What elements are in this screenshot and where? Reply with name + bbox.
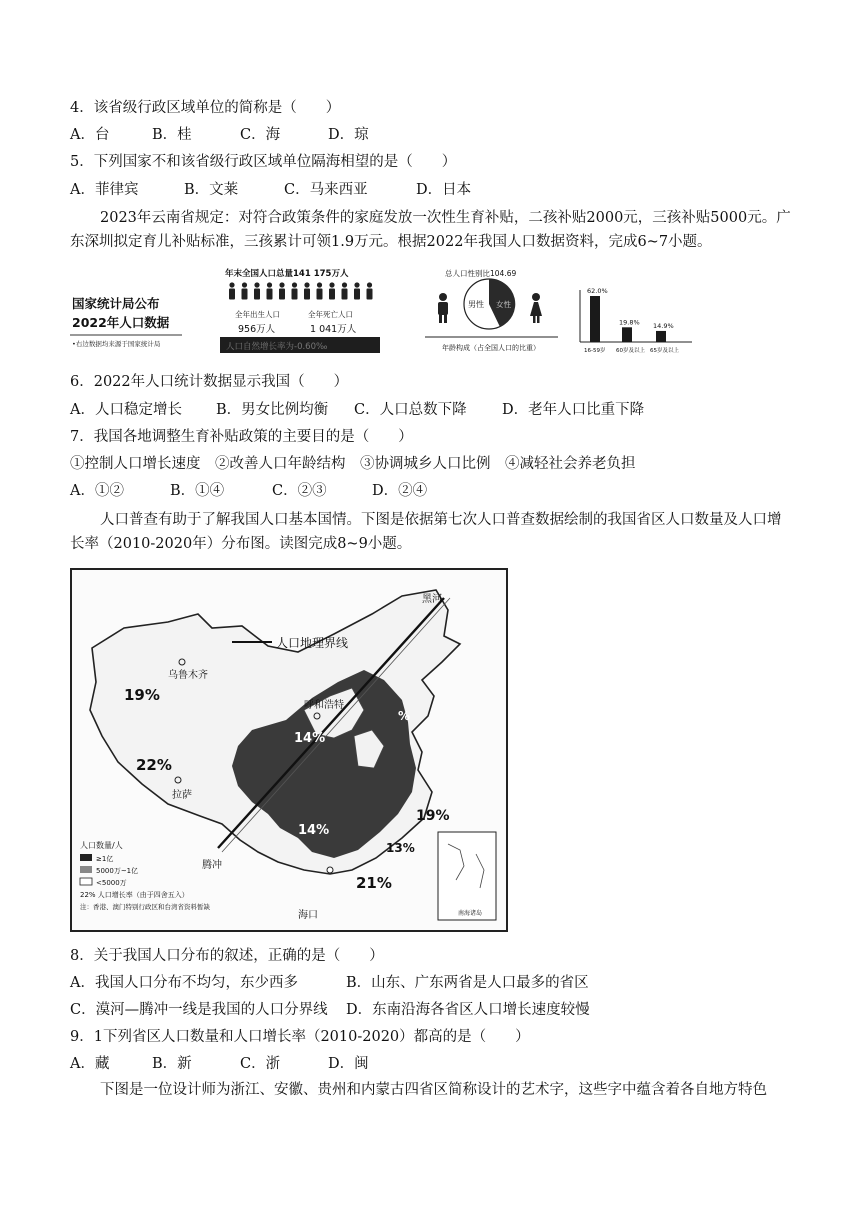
q9-option-a: A．藏 [70, 1056, 110, 1072]
rate-center: 14% [294, 731, 326, 746]
city-huhe: 呼和浩特 [304, 700, 344, 711]
sex-ratio: 总人口性别比104.69 [445, 269, 517, 278]
person-icon [317, 282, 323, 299]
q6-option-d: D．老年人口比重下降 [502, 402, 645, 418]
q9-option-b: B．新 [152, 1056, 192, 1072]
female-person-icon [530, 293, 542, 323]
age-bar-chart [580, 287, 692, 354]
total-population: 年末全国人口总量141 175万人 [225, 269, 349, 279]
q6-option-c: C．人口总数下降 [354, 402, 467, 418]
passage-next: 下图是一位设计师为浙江、安徽、贵州和内蒙古四省区简称设计的艺术字，这些字中蕴含着各自地方特色 [100, 1082, 767, 1098]
rate-chongqing: 14% [298, 823, 330, 838]
rate-northeast: % [398, 709, 411, 723]
natural-growth-bar: 人口自然增长率为-0.60‰ [226, 342, 328, 352]
male-label: 男性 [468, 300, 484, 309]
person-icon [304, 282, 310, 299]
age-bar [656, 331, 666, 342]
q5-option-b: B．文莱 [184, 182, 239, 198]
age-bar-category: 16-59岁 [584, 348, 606, 354]
q9-option-c: C．浙 [240, 1056, 281, 1072]
q4-option-b: B．桂 [152, 127, 192, 143]
q8-option-d: D．东南沿海各省区人口增长速度较慢 [346, 1002, 590, 1018]
population-map [70, 568, 508, 932]
inset-label: 南海诸岛 [458, 910, 483, 917]
haikou-point [327, 867, 333, 873]
rate-xinjiang: 19% [124, 686, 160, 704]
q8-options-row2 [70, 1000, 590, 1020]
q4-option-a: A．台 [70, 127, 110, 143]
deaths-label: 全年死亡人口 [308, 310, 353, 319]
south-china-sea-inset [438, 832, 496, 920]
person-icon [267, 282, 273, 299]
infographic-source: •右边数据均来源于国家统计局 [72, 340, 161, 348]
q5-option-a: A．菲律宾 [70, 182, 139, 198]
age-caption: 年龄构成（占全国人口的比重） [442, 344, 540, 352]
legend-swatch-dense [80, 854, 92, 861]
births-value: 956万人 [238, 324, 276, 335]
rate-tibet: 22% [136, 756, 172, 774]
city-heihe: 黑河 [422, 594, 442, 605]
age-bar-category: 60岁及以上 [616, 348, 645, 354]
q8-option-a: A．我国人口分布不均匀，东少西多 [70, 975, 298, 991]
city-tengchong: 腾冲 [202, 860, 222, 871]
infographic-title-1: 国家统计局公布 [72, 296, 160, 311]
q8-option-b: B．山东、广东两省是人口最多的省区 [346, 975, 589, 991]
q5-option-d: D．日本 [416, 182, 472, 198]
person-icon [367, 282, 373, 299]
births-label: 全年出生人口 [235, 310, 280, 319]
q4-options [70, 125, 369, 145]
rate-guangdong: 21% [356, 874, 392, 892]
rate-coast: 19% [416, 808, 450, 824]
q8-options-row1 [70, 973, 589, 993]
age-bar [590, 296, 600, 342]
q7-option-b: B．①④ [170, 483, 225, 499]
legend-1: ≥1亿 [96, 855, 114, 863]
infographic-svg [70, 264, 710, 356]
infographic-title-2: 2022年人口数据 [72, 315, 170, 330]
legend-swatch-light [80, 878, 92, 885]
male-person-icon [438, 293, 448, 323]
person-icon [354, 282, 360, 299]
q4-option-d: D．琼 [328, 127, 369, 143]
rate-fujian: 13% [386, 841, 415, 855]
legend-swatch-medium [80, 866, 92, 873]
age-bar-value: 62.0% [587, 287, 608, 295]
q6-options [70, 400, 644, 420]
deaths-value: 1 041万人 [310, 324, 357, 335]
person-icon [342, 282, 348, 299]
people-icons [229, 282, 373, 299]
female-label: 女性 [496, 300, 511, 309]
person-icon [242, 282, 248, 299]
line-label: 人口地理界线 [276, 636, 349, 650]
q7-option-a: A．①② [70, 483, 124, 499]
population-infographic [70, 264, 710, 356]
q6-option-a: A．人口稳定增长 [70, 402, 182, 418]
q4-option-c: C．海 [240, 127, 281, 143]
q9-option-d: D．闽 [328, 1056, 369, 1072]
q6-option-b: B．男女比例均衡 [216, 402, 329, 418]
legend-3: <5000万 [96, 879, 127, 887]
q7-stem: 7．我国各地调整生育补贴政策的主要目的是（ ） [70, 429, 413, 445]
person-icon [329, 282, 335, 299]
city-urumqi: 乌鲁木齐 [168, 670, 208, 681]
q7-option-c: C．②③ [272, 483, 327, 499]
legend-4: 22% 人口增长率（由于四舍五入） [80, 891, 189, 899]
q8-option-c: C．漠河—腾冲一线是我国的人口分界线 [70, 1002, 328, 1018]
q8-stem: 8．关于我国人口分布的叙述，正确的是（ ） [70, 948, 384, 964]
city-lhasa: 拉萨 [172, 790, 192, 801]
age-bar-category: 65岁及以上 [650, 348, 679, 354]
person-icon [254, 282, 260, 299]
legend-2: 5000万~1亿 [96, 867, 139, 875]
person-icon [229, 282, 235, 299]
legend-title: 人口数量/人 [80, 841, 123, 850]
legend-note: 注：香港、澳门特别行政区和台湾省资料暂缺 [80, 903, 210, 911]
age-bar-value: 14.9% [653, 321, 674, 330]
q7-options [70, 481, 427, 501]
q5-options [70, 180, 471, 200]
q5-option-c: C．马来西亚 [284, 182, 368, 198]
q7-items: ①控制人口增长速度 ②改善人口年龄结构 ③协调城乡人口比例 ④减轻社会养老负担 [70, 456, 636, 472]
q9-options [70, 1054, 369, 1074]
passage-8-9: 人口普查有助于了解我国人口基本国情。下图是依据第七次人口普查数据绘制的我国省区人口数量及人口增长率（2010-2020年）分布图。读图完成8~9小题。 [70, 512, 782, 552]
q6-stem: 6．2022年人口统计数据显示我国（ ） [70, 374, 349, 390]
q9-stem: 9．1下列省区人口数量和人口增长率（2010-2020）都高的是（ ） [70, 1029, 530, 1045]
q4-stem: 4．该省级行政区域单位的简称是（ ） [70, 100, 341, 116]
person-icon [292, 282, 298, 299]
passage-6-7: 2023年云南省规定：对符合政策条件的家庭发放一次性生育补贴，二孩补贴2000元，三孩补贴5000元。广东深圳拟定育儿补贴标准，三孩累计可领1.9万元。根据2022年我国人口数据资料，完成6~7小题。 [70, 210, 791, 250]
age-bar-value: 19.8% [619, 318, 640, 327]
q7-option-d: D．②④ [372, 483, 428, 499]
person-icon [279, 282, 285, 299]
china-population-map [72, 570, 506, 930]
city-haikou: 海口 [298, 910, 318, 921]
q5-stem: 5．下列国家不和该省级行政区域单位隔海相望的是（ ） [70, 154, 457, 170]
age-bar [622, 327, 632, 342]
